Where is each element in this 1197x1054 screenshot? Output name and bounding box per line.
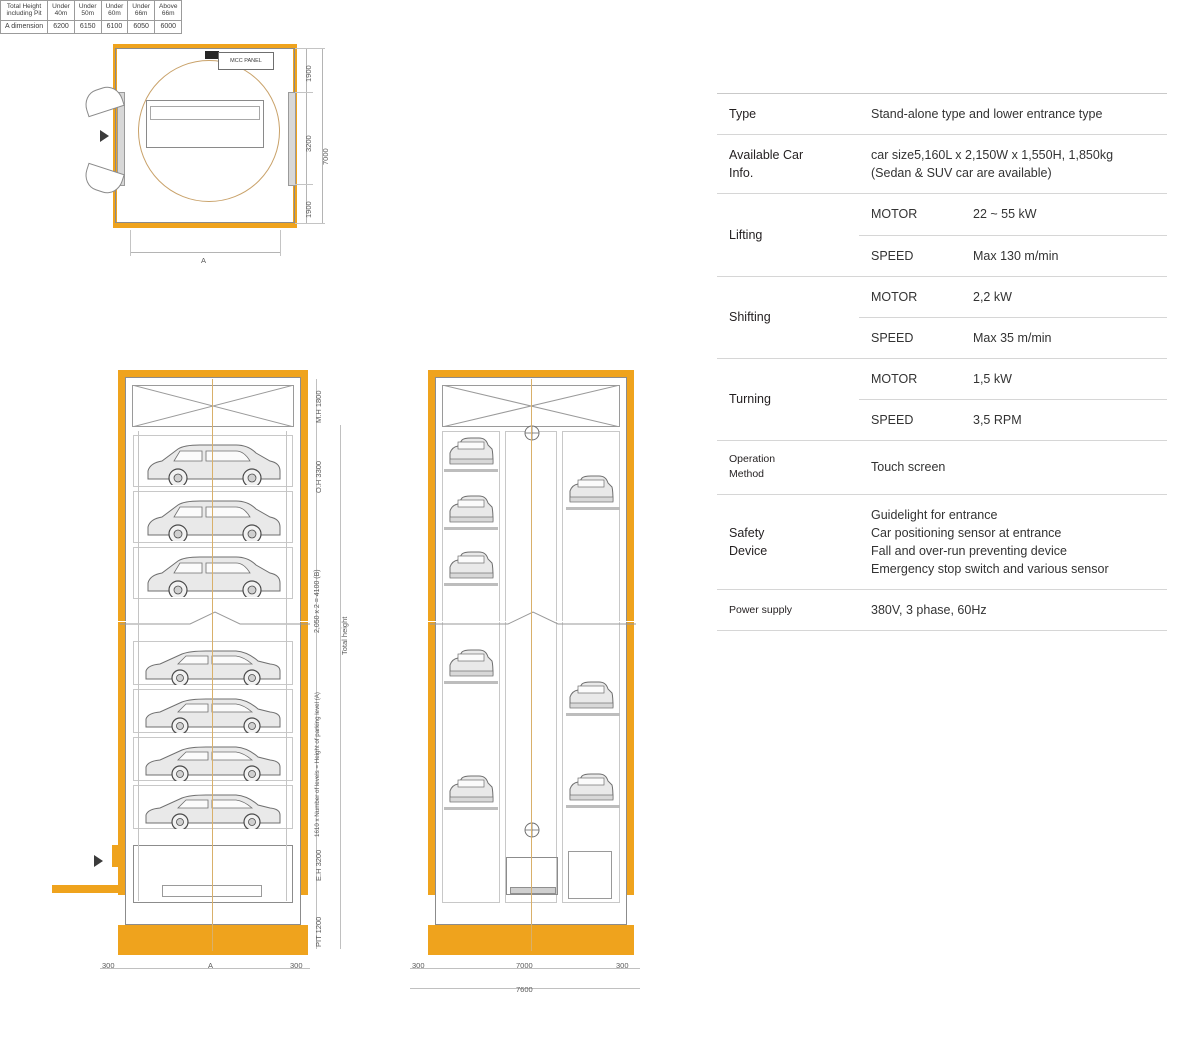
break-line-icon — [120, 608, 310, 630]
spec-label-operation-line1: Operation — [729, 453, 776, 466]
front-foundation-band — [118, 925, 308, 955]
adim-header-5-line1: Above — [159, 3, 178, 10]
front-dim-right-offset: 300 — [290, 961, 303, 970]
front-dim-chain-2 — [340, 425, 341, 949]
spec-row-lifting-motor — [717, 194, 1167, 235]
adim-value-0: 6200 — [48, 20, 75, 33]
side-dim-left-offset: 300 — [412, 961, 425, 970]
plan-view-diagram — [90, 40, 340, 270]
spec-label-type: Type — [717, 94, 859, 135]
spec-sub-turning-motor: MOTOR — [859, 358, 961, 399]
front-left-column — [118, 370, 125, 895]
plan-dim-7000: 7000 — [321, 148, 330, 165]
front-right-column — [301, 370, 308, 895]
front-dim-a: A — [208, 961, 214, 970]
plan-dim-1900-bottom: 1900 — [304, 201, 313, 218]
plan-dim-a-label: A — [201, 256, 207, 265]
plan-dim-a-tick-right — [280, 230, 281, 256]
adim-header-5-line2: 66m — [161, 10, 175, 18]
adim-header-3-line1: Under — [105, 3, 124, 10]
mcc-panel-label: MCC PANEL — [218, 52, 274, 70]
side-right-column — [627, 370, 634, 895]
front-guide-rail-left — [138, 431, 139, 901]
spec-label-available-car-line1: Available Car — [729, 148, 804, 163]
plan-dim-tick-3 — [295, 184, 313, 185]
plan-dim-tick-2 — [295, 92, 313, 93]
spec-value-safety-line2: Car positioning sensor at entrance — [871, 525, 1062, 540]
spec-row-power — [717, 590, 1167, 631]
side-car-front-icon-2 — [448, 495, 494, 525]
side-elevation-diagram — [410, 365, 670, 1005]
spec-value-shifting-speed: Max 35 m/min — [961, 317, 1167, 358]
side-dim-inner-width: 7000 — [516, 961, 533, 970]
front-dim-left-offset: 300 — [102, 961, 115, 970]
sedan-car-icon-2 — [144, 697, 284, 733]
side-car-front-icon-3 — [448, 551, 494, 581]
sedan-car-icon-1 — [144, 649, 284, 685]
adim-header-4-line2: 66m — [134, 10, 148, 18]
spec-label-available-car — [717, 135, 859, 194]
spec-label-safety-line1: Safety — [729, 525, 765, 540]
adim-header-0 — [1, 1, 48, 21]
front-roof-band — [118, 370, 308, 377]
side-turntable-pallet — [510, 887, 556, 894]
spec-label-turning: Turning — [717, 358, 859, 440]
side-shelf-5 — [444, 807, 498, 810]
spec-row-operation — [717, 441, 1167, 494]
adim-header-3 — [101, 1, 128, 21]
adim-header-1-line1: Under — [52, 3, 70, 10]
spec-value-available-car-line1: car size5,160L x 2,150W x 1,550H, 1,850kg — [871, 148, 1114, 163]
side-sheave-top-icon — [522, 423, 542, 443]
machine-room-brace-icon — [132, 385, 294, 427]
front-dim-levels-mid: 1610 x Number of levels = Height of parking level (A) — [314, 692, 321, 837]
adim-header-3-line2: 60m — [108, 10, 121, 18]
spec-label-lifting: Lifting — [717, 194, 859, 276]
adim-header-4 — [128, 1, 155, 21]
plan-outer-wall-bottom — [113, 223, 297, 228]
suv-car-icon-1 — [144, 441, 284, 485]
side-shelf-8 — [566, 805, 620, 808]
side-car-front-icon-1 — [448, 437, 494, 467]
side-center-axis — [531, 379, 532, 951]
adim-header-row — [1, 1, 182, 21]
spec-sub-turning-speed: SPEED — [859, 400, 961, 441]
spec-value-lifting-motor: 22 ~ 55 kW — [961, 194, 1167, 235]
side-shelf-7 — [566, 713, 620, 716]
adim-value-row — [1, 20, 182, 33]
spec-label-operation — [717, 441, 859, 494]
adim-row-label: A dimension — [1, 20, 48, 33]
spec-label-available-car-line2: Info. — [729, 166, 754, 181]
side-shelf-4 — [444, 681, 498, 684]
spec-label-shifting: Shifting — [717, 276, 859, 358]
side-left-column — [428, 370, 435, 895]
spec-row-type — [717, 94, 1167, 135]
side-car-front-icon-7 — [568, 681, 614, 711]
spec-value-lifting-speed: Max 130 m/min — [961, 235, 1167, 276]
spec-value-type: Stand-alone type and lower entrance type — [859, 94, 1167, 135]
suv-car-icon-3 — [144, 553, 284, 597]
adim-header-1 — [48, 1, 75, 21]
spec-row-shifting-motor — [717, 276, 1167, 317]
front-entrance-ramp — [52, 885, 122, 893]
front-entrance-marker — [112, 845, 122, 867]
side-dim-outer-width: 7600 — [516, 985, 533, 994]
specification-table — [717, 93, 1167, 631]
adim-value-2: 6100 — [101, 20, 128, 33]
spec-label-power: Power supply — [717, 590, 859, 631]
adim-value-3: 6050 — [128, 20, 155, 33]
spec-sub-shifting-speed: SPEED — [859, 317, 961, 358]
front-elevation-diagram — [100, 365, 360, 990]
side-control-cabinet — [568, 851, 612, 899]
a-dimension-table — [0, 0, 182, 34]
plan-dim-tick-4 — [295, 223, 325, 224]
side-dim-right-offset: 300 — [616, 961, 629, 970]
front-dim-total-height: Total height — [340, 616, 349, 655]
spec-label-operation-line2: Method — [729, 468, 765, 481]
plan-dim-a-tick-left — [130, 230, 131, 256]
suv-car-icon-2 — [144, 497, 284, 541]
side-shelf-3 — [444, 583, 498, 586]
front-bottom-dim-line — [100, 968, 310, 969]
front-dim-oh: O.H 3300 — [314, 460, 323, 493]
spec-value-safety-line3: Fall and over-run preventing device — [871, 543, 1067, 558]
adim-header-2 — [74, 1, 101, 21]
adim-header-0-line1: Total Height — [6, 3, 42, 10]
plan-dim-1900-top: 1900 — [304, 65, 313, 82]
spec-value-available-car — [859, 135, 1167, 194]
front-entrance-arrow-icon — [94, 855, 103, 867]
side-shelf-1 — [444, 469, 498, 472]
side-car-front-icon-4 — [448, 649, 494, 679]
plan-dim-line-a — [130, 252, 280, 253]
adim-header-2-line1: Under — [78, 3, 97, 10]
plan-dim-line-total — [322, 48, 323, 223]
side-break-line-icon — [430, 608, 636, 630]
spec-label-safety-line2: Device — [729, 543, 768, 558]
spec-sub-lifting-speed: SPEED — [859, 235, 961, 276]
spec-value-turning-speed: 3,5 RPM — [961, 400, 1167, 441]
spec-value-safety-line4: Emergency stop switch and various sensor — [871, 561, 1109, 576]
side-car-front-icon-5 — [448, 775, 494, 805]
plan-dim-tick-1 — [295, 48, 325, 49]
mcc-block-icon — [205, 51, 219, 59]
spec-value-turning-motor: 1,5 kW — [961, 358, 1167, 399]
front-guide-rail-right — [286, 431, 287, 901]
pallet-inner-outline — [150, 106, 260, 120]
front-dim-levels-top: 2,050 x 2 = 4100 (B) — [314, 569, 321, 633]
spec-value-safety-line1: Guidelight for entrance — [871, 507, 998, 522]
adim-value-4: 6000 — [155, 20, 182, 33]
front-dim-pit: PIT 1200 — [314, 916, 323, 947]
side-car-front-icon-6 — [568, 475, 614, 505]
adim-header-0-line2: including Pit — [6, 10, 42, 18]
spec-value-shifting-motor: 2,2 kW — [961, 276, 1167, 317]
spec-value-power: 380V, 3 phase, 60Hz — [859, 590, 1167, 631]
spec-row-available-car — [717, 135, 1167, 194]
spec-value-safety — [859, 494, 1167, 590]
plan-right-rail — [288, 92, 296, 186]
side-shelf-6 — [566, 507, 620, 510]
side-sheave-bottom-icon — [522, 820, 542, 840]
spec-sub-shifting-motor: MOTOR — [859, 276, 961, 317]
plan-dim-3200: 3200 — [304, 135, 313, 152]
adim-value-1: 6150 — [74, 20, 101, 33]
spec-sub-lifting-motor: MOTOR — [859, 194, 961, 235]
adim-header-4-line1: Under — [132, 3, 151, 10]
sedan-car-icon-3 — [144, 745, 284, 781]
front-dim-mh: M.H 1800 — [314, 390, 323, 423]
front-center-axis — [212, 379, 213, 951]
adim-header-1-line2: 40m — [54, 10, 68, 18]
side-shelf-2 — [444, 527, 498, 530]
spec-row-turning-motor — [717, 358, 1167, 399]
spec-value-operation: Touch screen — [859, 441, 1167, 494]
adim-header-5 — [155, 1, 182, 21]
front-dim-eh: E.H 3200 — [314, 849, 323, 881]
adim-header-2-line2: 50m — [81, 10, 95, 18]
spec-label-safety — [717, 494, 859, 590]
spec-value-available-car-line2: (Sedan & SUV car are available) — [871, 166, 1052, 181]
sedan-car-icon-4 — [144, 793, 284, 829]
plan-direction-arrow-icon — [100, 130, 109, 142]
side-car-front-icon-8 — [568, 773, 614, 803]
side-roof-band — [428, 370, 634, 377]
spec-row-safety — [717, 494, 1167, 590]
